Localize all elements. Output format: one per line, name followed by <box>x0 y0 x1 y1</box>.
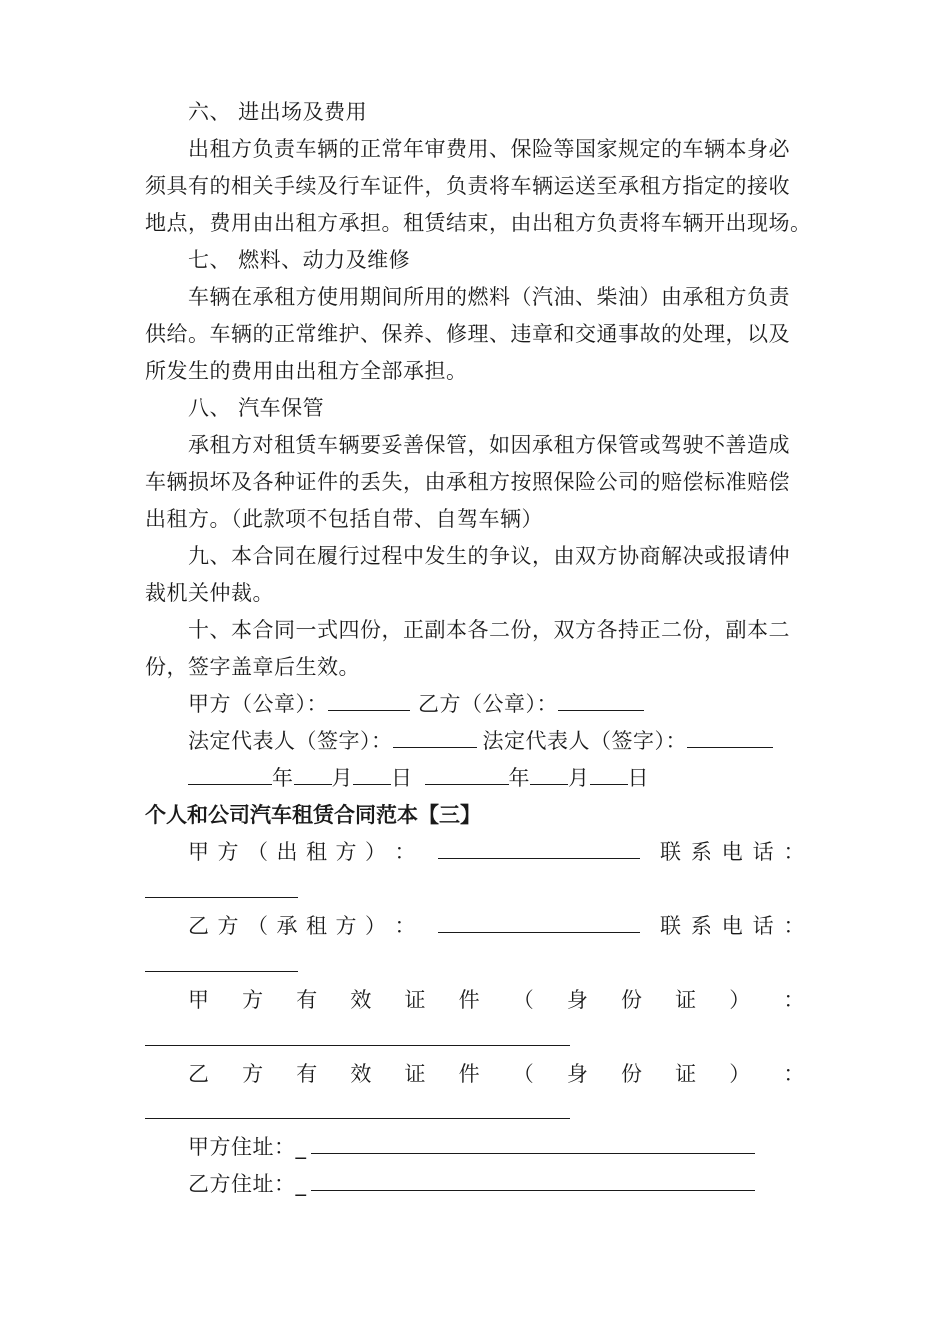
party-b-id-label: 乙 方 有 效 证 件 （ 身 份 证 ） ： <box>188 1062 805 1086</box>
date-b-year-label: 年 <box>508 766 530 790</box>
rep-a-blank[interactable] <box>393 727 477 748</box>
party-b-label: 乙 方 （ 承 租 方 ） ： <box>188 914 416 938</box>
section-7-heading: 七、 燃料、动力及维修 <box>188 248 411 272</box>
party-b-seal-label: 乙方（公章）： <box>418 692 558 716</box>
party-b-line <box>188 911 805 941</box>
section-8-line-2: 车辆损坏及各种证件的丢失，由承租方按照保险公司的赔偿标准赔偿 <box>145 470 790 494</box>
date-a-day-label: 日 <box>391 766 413 790</box>
section-7-line-2: 供给。车辆的正常维护、保养、修理、违章和交通事故的处理，以及 <box>145 322 790 346</box>
date-b-month-label: 月 <box>568 766 590 790</box>
party-b-address-blank[interactable] <box>311 1170 755 1191</box>
date-a-month-blank[interactable] <box>294 764 332 785</box>
seal-line <box>188 689 805 719</box>
party-a-id-blank[interactable] <box>145 1045 570 1046</box>
party-a-label: 甲 方 （ 出 租 方 ） ： <box>188 840 416 864</box>
section-7-line-1: 车辆在承租方使用期间所用的燃料（汽油、柴油）由承租方负责 <box>188 285 790 309</box>
party-a-address-label: 甲方住址：_ <box>188 1135 307 1159</box>
date-b-day-blank[interactable] <box>590 764 628 785</box>
party-b-id-blank[interactable] <box>145 1118 570 1119</box>
section-6-line-2: 须具有的相关手续及行车证件，负责将车辆运送至承租方指定的接收 <box>145 174 790 198</box>
party-a-phone-blank[interactable] <box>145 897 298 898</box>
party-a-phone-label: 联 系 电 话 ： <box>660 840 805 864</box>
date-a-month-label: 月 <box>331 766 353 790</box>
party-b-phone-label: 联 系 电 话 ： <box>660 914 805 938</box>
date-b-year-blank[interactable] <box>425 764 509 785</box>
party-b-name-blank[interactable] <box>438 912 640 933</box>
section-8-line-1: 承租方对租赁车辆要妥善保管，如因承租方保管或驾驶不善造成 <box>188 433 790 457</box>
section-8-line-3: 出租方。（此款项不包括自带、自驾车辆） <box>145 507 543 531</box>
party-a-address-line <box>188 1132 805 1162</box>
date-a-year-label: 年 <box>272 766 294 790</box>
party-b-address-label: 乙方住址：_ <box>188 1172 307 1196</box>
date-a-year-blank[interactable] <box>188 764 272 785</box>
representative-line <box>188 726 805 756</box>
section-10-line-2: 份，签字盖章后生效。 <box>145 655 360 679</box>
section-6-line-3: 地点，费用由出租方承担。租赁结束，由出租方负责将车辆开出现场。 <box>145 211 812 235</box>
date-line <box>188 763 805 793</box>
rep-b-blank[interactable] <box>687 727 773 748</box>
date-b-month-blank[interactable] <box>530 764 568 785</box>
section-10-line-1: 十、本合同一式四份，正副本各二份，双方各持正二份，副本二 <box>188 618 790 642</box>
section-6-heading: 六、 进出场及费用 <box>188 100 368 124</box>
party-a-seal-blank[interactable] <box>328 690 410 711</box>
date-b-day-label: 日 <box>627 766 649 790</box>
party-a-seal-label: 甲方（公章）： <box>188 692 328 716</box>
section-9-line-1: 九、本合同在履行过程中发生的争议，由双方协商解决或报请仲 <box>188 544 790 568</box>
date-a-day-blank[interactable] <box>353 764 391 785</box>
contract-3-title: 个人和公司汽车租赁合同范本【三】 <box>145 803 481 827</box>
party-a-name-blank[interactable] <box>438 838 640 859</box>
section-7-line-3: 所发生的费用由出租方全部承担。 <box>145 359 468 383</box>
section-6-line-1: 出租方负责车辆的正常年审费用、保险等国家规定的车辆本身必 <box>188 137 790 161</box>
rep-a-label: 法定代表人（签字）： <box>188 729 393 753</box>
party-b-phone-blank[interactable] <box>145 971 298 972</box>
rep-b-label: 法定代表人（签字）： <box>482 729 687 753</box>
party-a-address-blank[interactable] <box>311 1133 755 1154</box>
section-9-line-2: 裁机关仲裁。 <box>145 581 274 605</box>
party-a-line <box>188 837 805 867</box>
party-b-seal-blank[interactable] <box>558 690 644 711</box>
section-8-heading: 八、 汽车保管 <box>188 396 325 420</box>
party-a-id-label: 甲 方 有 效 证 件 （ 身 份 证 ） ： <box>188 988 805 1012</box>
party-b-address-line <box>188 1169 805 1199</box>
